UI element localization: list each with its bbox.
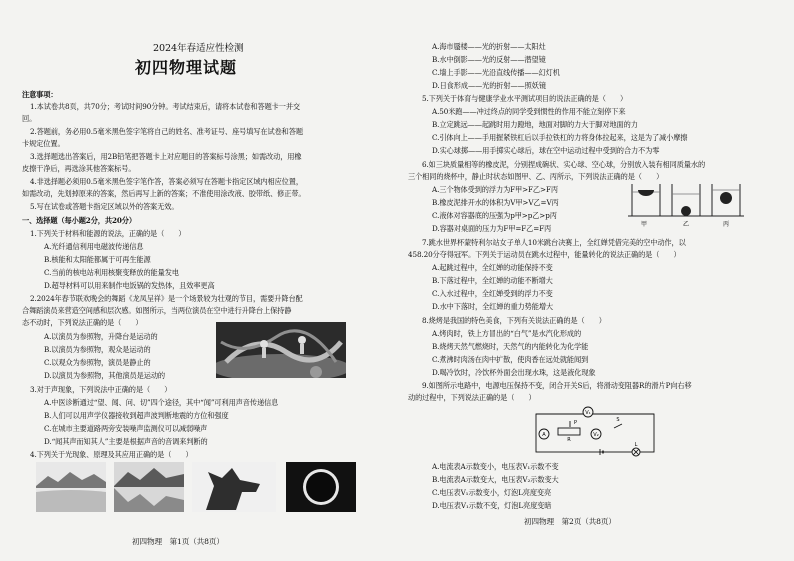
option: A.海市蜃楼——光的折射——太阳灶 <box>432 42 546 51</box>
option: D.超导材料可以用来制作电饭锅的发热体，且效率更高 <box>44 281 215 290</box>
section-heading: 一、选择题（每小题2分，共20分） <box>22 216 136 225</box>
option: D.水中下落时，全红婵的重力势能增大 <box>432 302 553 311</box>
beakers-figure <box>626 176 746 228</box>
option: D.日食形成——光的折射——照妖镜 <box>432 81 546 90</box>
option: B.水中倒影——光的反射——潜望镜 <box>432 55 546 64</box>
switch-label: S <box>616 417 620 423</box>
page-footer: 初四物理 第1页（共8页） <box>132 537 224 546</box>
option: D.“闻其声而知其人”主要是根据声音的音调来判断的 <box>44 437 208 446</box>
page-footer: 初四物理 第2页（共8页） <box>524 517 616 526</box>
question-stem: 4.下列关于光现象、原理及其应用正确的是（ ） <box>30 450 193 459</box>
option: B.核能和太阳能都属于可再生能源 <box>44 255 151 264</box>
option: C.在城市主要道路两旁安装噪声监测仪可以减弱噪声 <box>44 424 208 433</box>
option: C.电压表V₁示数变小，灯泡L亮度变亮 <box>432 488 552 497</box>
hand-shadow-photo <box>192 462 276 512</box>
option: A.以演员为参照物，升降台是运动的 <box>44 332 158 341</box>
note-line: 1.本试卷共8页，共70分；考试时间90分钟。考试结束后，请将本试卷和答题卡一并交 <box>30 102 301 111</box>
voltmeter-v2-label: V₂ <box>593 432 599 438</box>
notes-heading: 注意事项： <box>22 90 58 99</box>
q4-figures <box>36 462 376 514</box>
option: D.以演员为参照物，其他演员是运动的 <box>44 371 165 380</box>
dance-stage-photo <box>216 322 346 378</box>
note-line: 如需改动，先划掉原来的答案，然后再写上新的答案；不准使用涂改液、胶带纸、修正带。 <box>22 189 306 198</box>
option: C.墙上手影——光沿直线传播——幻灯机 <box>432 68 560 77</box>
fig-label-jia: 甲 <box>640 221 648 228</box>
question-stem: 三个相同的烧杯中，静止时状态如图甲、乙、丙所示，下列说法正确的是（ ） <box>408 172 664 181</box>
option: B.电流表A示数变大，电压表V₂示数变大 <box>432 475 559 484</box>
option: B.人们可以用声学仪器接收到超声波判断地震的方位和强度 <box>44 411 229 420</box>
question-stem: 458.20分夺得冠军。下列关于运动员在跳水过程中，能量转化的说法正确的是（ ） <box>408 250 681 259</box>
option: B.橡皮泥排开水的体积为V甲>V乙=V丙 <box>432 198 559 207</box>
option: B.以演员为参照物，观众是运动的 <box>44 345 151 354</box>
question-stem: 2.2024年春节联欢晚会的舞蹈《龙凤呈祥》是一个场景较为壮观的节目，需要升降台配 <box>30 294 303 303</box>
note-line: 5.写在试卷或答题卡指定区域以外的答案无效。 <box>30 202 179 211</box>
question-stem: 5.下列关于体育与健康学业水平测试项目的说法正确的是（ ） <box>422 94 628 103</box>
option: B.下落过程中，全红婵的动能不断增大 <box>432 276 553 285</box>
question-stem: 6.如三块质量相等的橡皮泥，分别捏成碗状、实心球、空心球，分别放入装有相同质量水的 <box>422 160 706 169</box>
subject-title: 初四物理试题 <box>135 58 238 77</box>
option: A.光纤通信利用电磁波传递信息 <box>44 242 144 251</box>
slider-label: P <box>574 420 578 426</box>
ammeter-label: A <box>542 432 546 438</box>
option: C.当前的核电站利用核聚变释放的能量发电 <box>44 268 179 277</box>
note-line: 皮擦干净后，再选涂其他答案标号。 <box>22 164 136 173</box>
question-stem: 动的过程中，下列说法正确的是（ ） <box>408 393 536 402</box>
fig-label-bing: 丙 <box>722 221 730 228</box>
reflection-photo <box>114 462 184 512</box>
note-line: 回。 <box>22 114 37 123</box>
option: A.中医诊断通过“望、闻、问、切”四个途径，其中“闻”可利用声音传递信息 <box>44 398 279 407</box>
option: D.电压表V₁示数不变，灯泡L亮度变暗 <box>432 501 552 510</box>
question-stem: 9.如图所示电路中，电源电压保持不变，闭合开关S后，将滑动变阻器R的滑片P向右移 <box>422 381 692 390</box>
note-line: 3.选择题选出答案后，用2B铅笔把答题卡上对应题目的答案标号涂黑；如需改动，用橡 <box>30 152 302 161</box>
option: A.电流表A示数变小，电压表V₁示数不变 <box>432 462 559 471</box>
circuit-diagram <box>530 404 660 458</box>
fig-label-yi: 乙 <box>682 221 690 228</box>
option: D.实心球掷——用手掷实心球后，球在空中运动过程中受到的合力不为零 <box>432 146 660 155</box>
question-stem: 8.烧烤是我国的特色美食，下列有关说法正确的是（ ） <box>422 316 606 325</box>
question-stem: 7.跳水世界杯蒙特利尔站女子单人10米跳台决赛上，全红婵凭借完美的空中动作，以 <box>422 238 686 247</box>
lamp-label: L <box>634 442 638 448</box>
voltmeter-v1-label: V₁ <box>585 410 591 416</box>
option: C.液体对容器底的压强为p甲>p乙>p丙 <box>432 211 557 220</box>
option: B.立定跳远——起跳时用力蹬地，地面对脚的力大于脚对地面的力 <box>432 120 638 129</box>
question-stem: 合舞蹈演员来营造空间感和层次感。如图所示，当两位演员在空中进行升降台上保持静 <box>22 306 292 315</box>
question-stem: 1.下列关于材料和能源的说法，正确的是（ ） <box>30 229 186 238</box>
option: C.煮沸时肉汤在肉中扩散，使肉香在远处就能闻到 <box>432 355 589 364</box>
question-stem: 3.对于声现象，下列说法中正确的是（ ） <box>30 385 172 394</box>
option: A.50米跑——冲过终点的同学受到惯性的作用不能立刻停下来 <box>432 107 626 116</box>
mirage-photo <box>36 462 106 512</box>
option: D.容器对桌面的压力为F甲=F乙=F丙 <box>432 224 552 233</box>
option: A.三个物体受到的浮力为F甲>F乙>F丙 <box>432 185 558 194</box>
note-line: 4.非选择题必须用0.5毫米黑色签字笔作答，答案必须写在答题卡指定区域内相应位置， <box>30 177 303 186</box>
exam-title: 2024年春适应性检测 <box>153 43 244 54</box>
option: D.喝冷饮时，冷饮杯外面会出现水珠，这是液化现象 <box>432 368 596 377</box>
question-stem: 态不动时，下列说法正确的是（ ） <box>22 318 143 327</box>
note-line: 卡规定位置。 <box>22 139 65 148</box>
page-2 <box>398 0 794 561</box>
rheostat-label: R <box>567 437 571 443</box>
option: A.起跳过程中，全红婵的动能保持不变 <box>432 263 553 272</box>
option: C.入水过程中，全红婵受到的浮力不变 <box>432 289 553 298</box>
option: C.以观众为参照物，演员是静止的 <box>44 358 151 367</box>
option: B.烧烤天然气燃烧时，天然气的内能转化为化学能 <box>432 342 589 351</box>
option: C.引体向上——手用握紧铁杠后以手拉铁杠的力将身体拉起来，这是为了减小摩擦 <box>432 133 688 142</box>
solar-eclipse-photo <box>286 462 356 512</box>
note-line: 2.答题前，务必用0.5毫米黑色签字笔将自己的姓名、准考证号、座号填写在试卷和答题 <box>30 127 303 136</box>
option: A.烤肉时，铁上方冒出的“白气”是水汽化形成的 <box>432 329 582 338</box>
